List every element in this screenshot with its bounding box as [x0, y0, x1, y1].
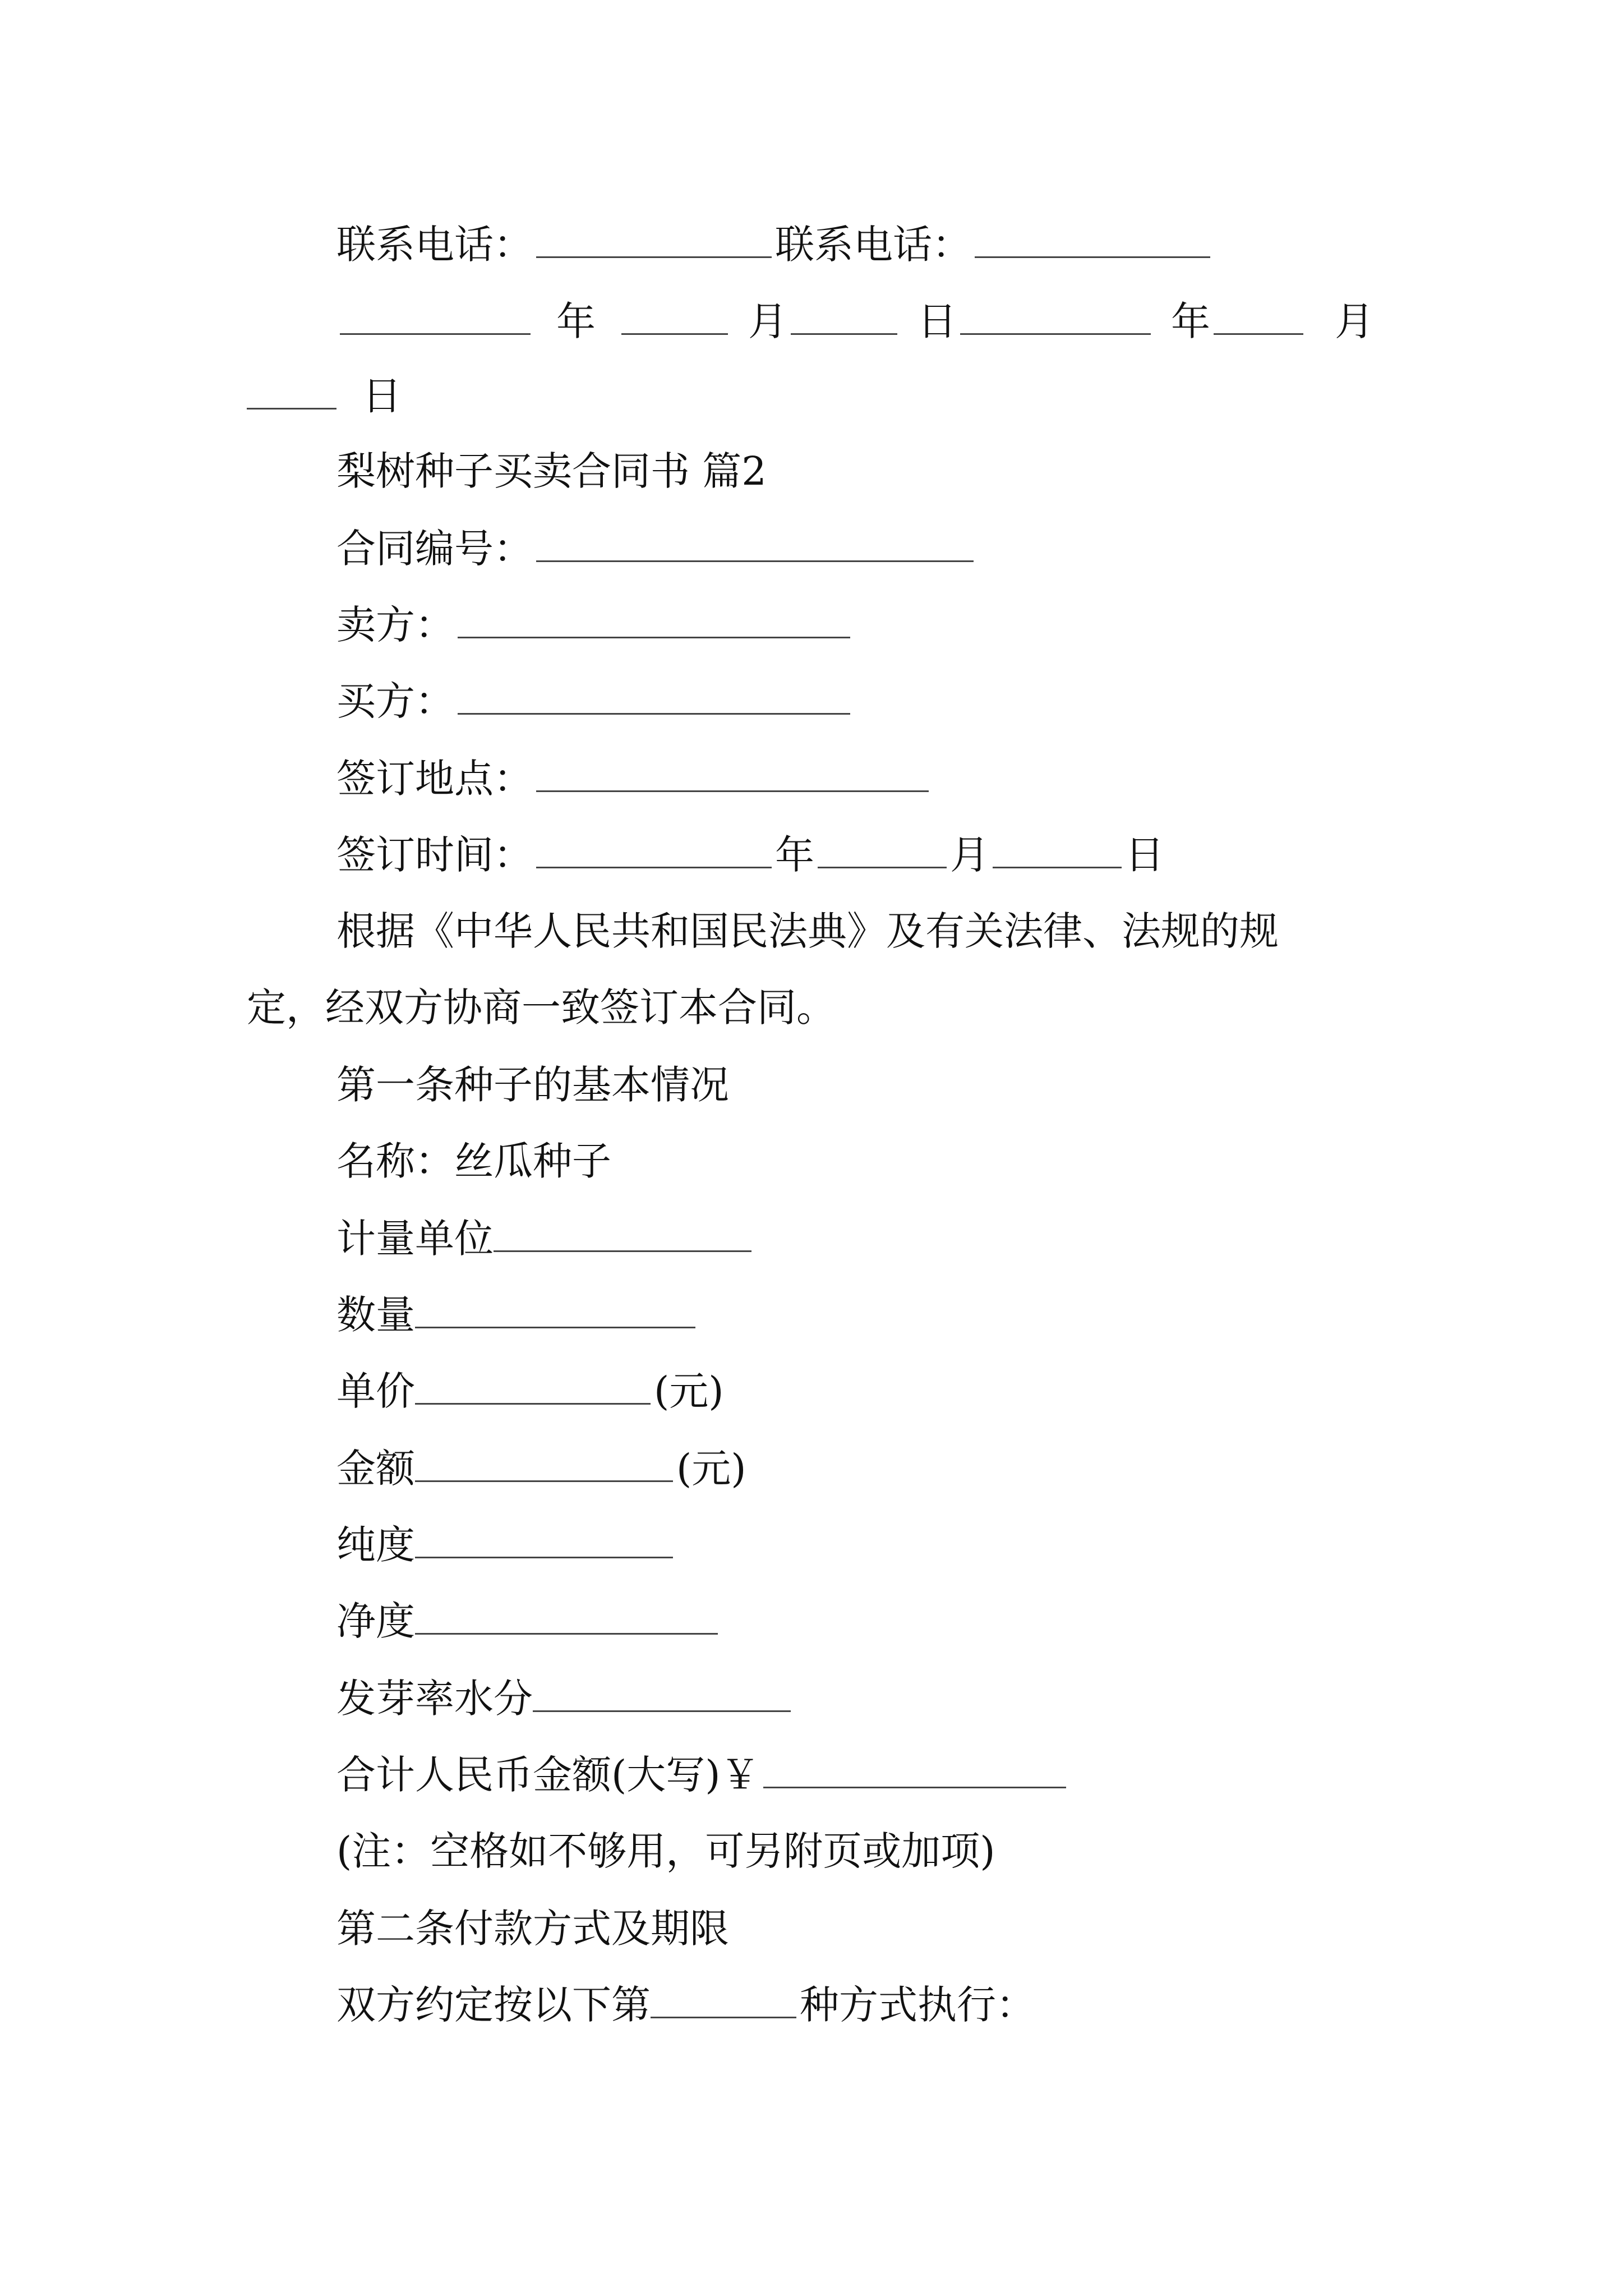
unit-line [0, 1212, 1623, 1266]
payment-option-line [0, 1978, 1623, 2032]
qty-line [0, 1288, 1623, 1342]
payment-option-label: 双方约定按以下第 [336, 1982, 651, 2028]
intro-paragraph-line1: 根据《中华人民共和国民法典》及有关法律、法规的规 [336, 908, 1279, 954]
buyer-label: 买方： [336, 678, 454, 724]
intro-paragraph-line2: 定，经双方协商一致签订本合同。 [247, 984, 836, 1030]
germination-blank[interactable] [533, 1678, 791, 1712]
seed-name: 名称：丝瓜种子 [336, 1138, 611, 1184]
contract-no-label: 合同编号： [336, 526, 533, 572]
note-line: (注：空格如不够用，可另附页或加项) [336, 1828, 995, 1874]
sign-month-blank[interactable] [818, 834, 947, 868]
day-label-a: 日 [917, 298, 957, 344]
contact-phone-line [0, 218, 1623, 272]
contract-no-line [0, 522, 1623, 576]
price-line [0, 1364, 1623, 1418]
cleanliness-label: 净度 [336, 1598, 415, 1644]
place-blank[interactable] [536, 758, 929, 792]
date-line-cont [0, 369, 1623, 423]
year-label-a: 年 [556, 298, 596, 344]
date-line [0, 295, 1623, 348]
amount-blank[interactable] [415, 1448, 673, 1482]
party-b-phone-label: 联系电话： [775, 222, 971, 268]
month-label-b: 月 [1335, 298, 1374, 344]
place-label: 签订地点： [336, 756, 533, 802]
payment-option-blank[interactable] [651, 1984, 796, 2018]
month-blank-b[interactable] [1214, 301, 1303, 335]
place-line [0, 752, 1623, 806]
article-1-heading: 第一条种子的基本情况 [336, 1062, 729, 1108]
unit-blank[interactable] [494, 1218, 751, 1252]
price-blank[interactable] [415, 1370, 651, 1405]
sign-time-label: 签订时间： [336, 832, 533, 878]
sign-day-blank[interactable] [993, 834, 1122, 868]
cleanliness-blank[interactable] [415, 1600, 718, 1635]
month-label-a: 月 [748, 298, 787, 344]
year-blank-a[interactable] [340, 301, 531, 335]
amount-label: 金额 [336, 1446, 415, 1492]
day-blank-a[interactable] [791, 301, 897, 335]
purity-label: 纯度 [336, 1522, 415, 1568]
sign-month-label: 月 [950, 832, 989, 878]
amount-unit: (元) [676, 1446, 746, 1492]
sign-time-line [0, 828, 1623, 882]
germination-label: 发芽率水分 [336, 1676, 533, 1722]
section-title: 梨树种子买卖合同书 篇2 [336, 448, 767, 494]
qty-label: 数量 [336, 1292, 415, 1338]
day-label-b: 日 [362, 373, 402, 419]
buyer-blank[interactable] [458, 680, 850, 715]
seller-label: 卖方： [336, 602, 454, 648]
sign-year-blank[interactable] [536, 834, 772, 868]
qty-blank[interactable] [415, 1294, 695, 1328]
year-label-b: 年 [1171, 298, 1210, 344]
total-line [0, 1748, 1623, 1802]
payment-option-suffix: 种方式执行： [800, 1982, 1035, 2028]
purity-line [0, 1518, 1623, 1572]
sign-year-label: 年 [775, 832, 814, 878]
amount-line [0, 1442, 1623, 1496]
cleanliness-line [0, 1594, 1623, 1648]
article-2-heading: 第二条付款方式及期限 [336, 1906, 729, 1952]
total-label: 合计人民币金额(大写)￥ [336, 1752, 760, 1798]
party-b-phone-blank[interactable] [975, 224, 1210, 258]
year-blank-b[interactable] [960, 301, 1151, 335]
total-blank[interactable] [763, 1754, 1066, 1788]
day-blank-b[interactable] [247, 375, 336, 409]
party-a-phone-label: 联系电话： [336, 222, 533, 268]
party-a-phone-blank[interactable] [536, 224, 772, 258]
sign-day-label: 日 [1125, 832, 1164, 878]
germination-line [0, 1672, 1623, 1726]
unit-label: 计量单位 [336, 1216, 494, 1262]
buyer-line [0, 674, 1623, 728]
month-blank-a[interactable] [621, 301, 728, 335]
price-unit: (元) [654, 1368, 724, 1414]
purity-blank[interactable] [415, 1524, 673, 1558]
contract-no-blank[interactable] [536, 528, 974, 562]
seller-blank[interactable] [458, 604, 850, 638]
seller-line [0, 598, 1623, 652]
price-label: 单价 [336, 1368, 415, 1414]
